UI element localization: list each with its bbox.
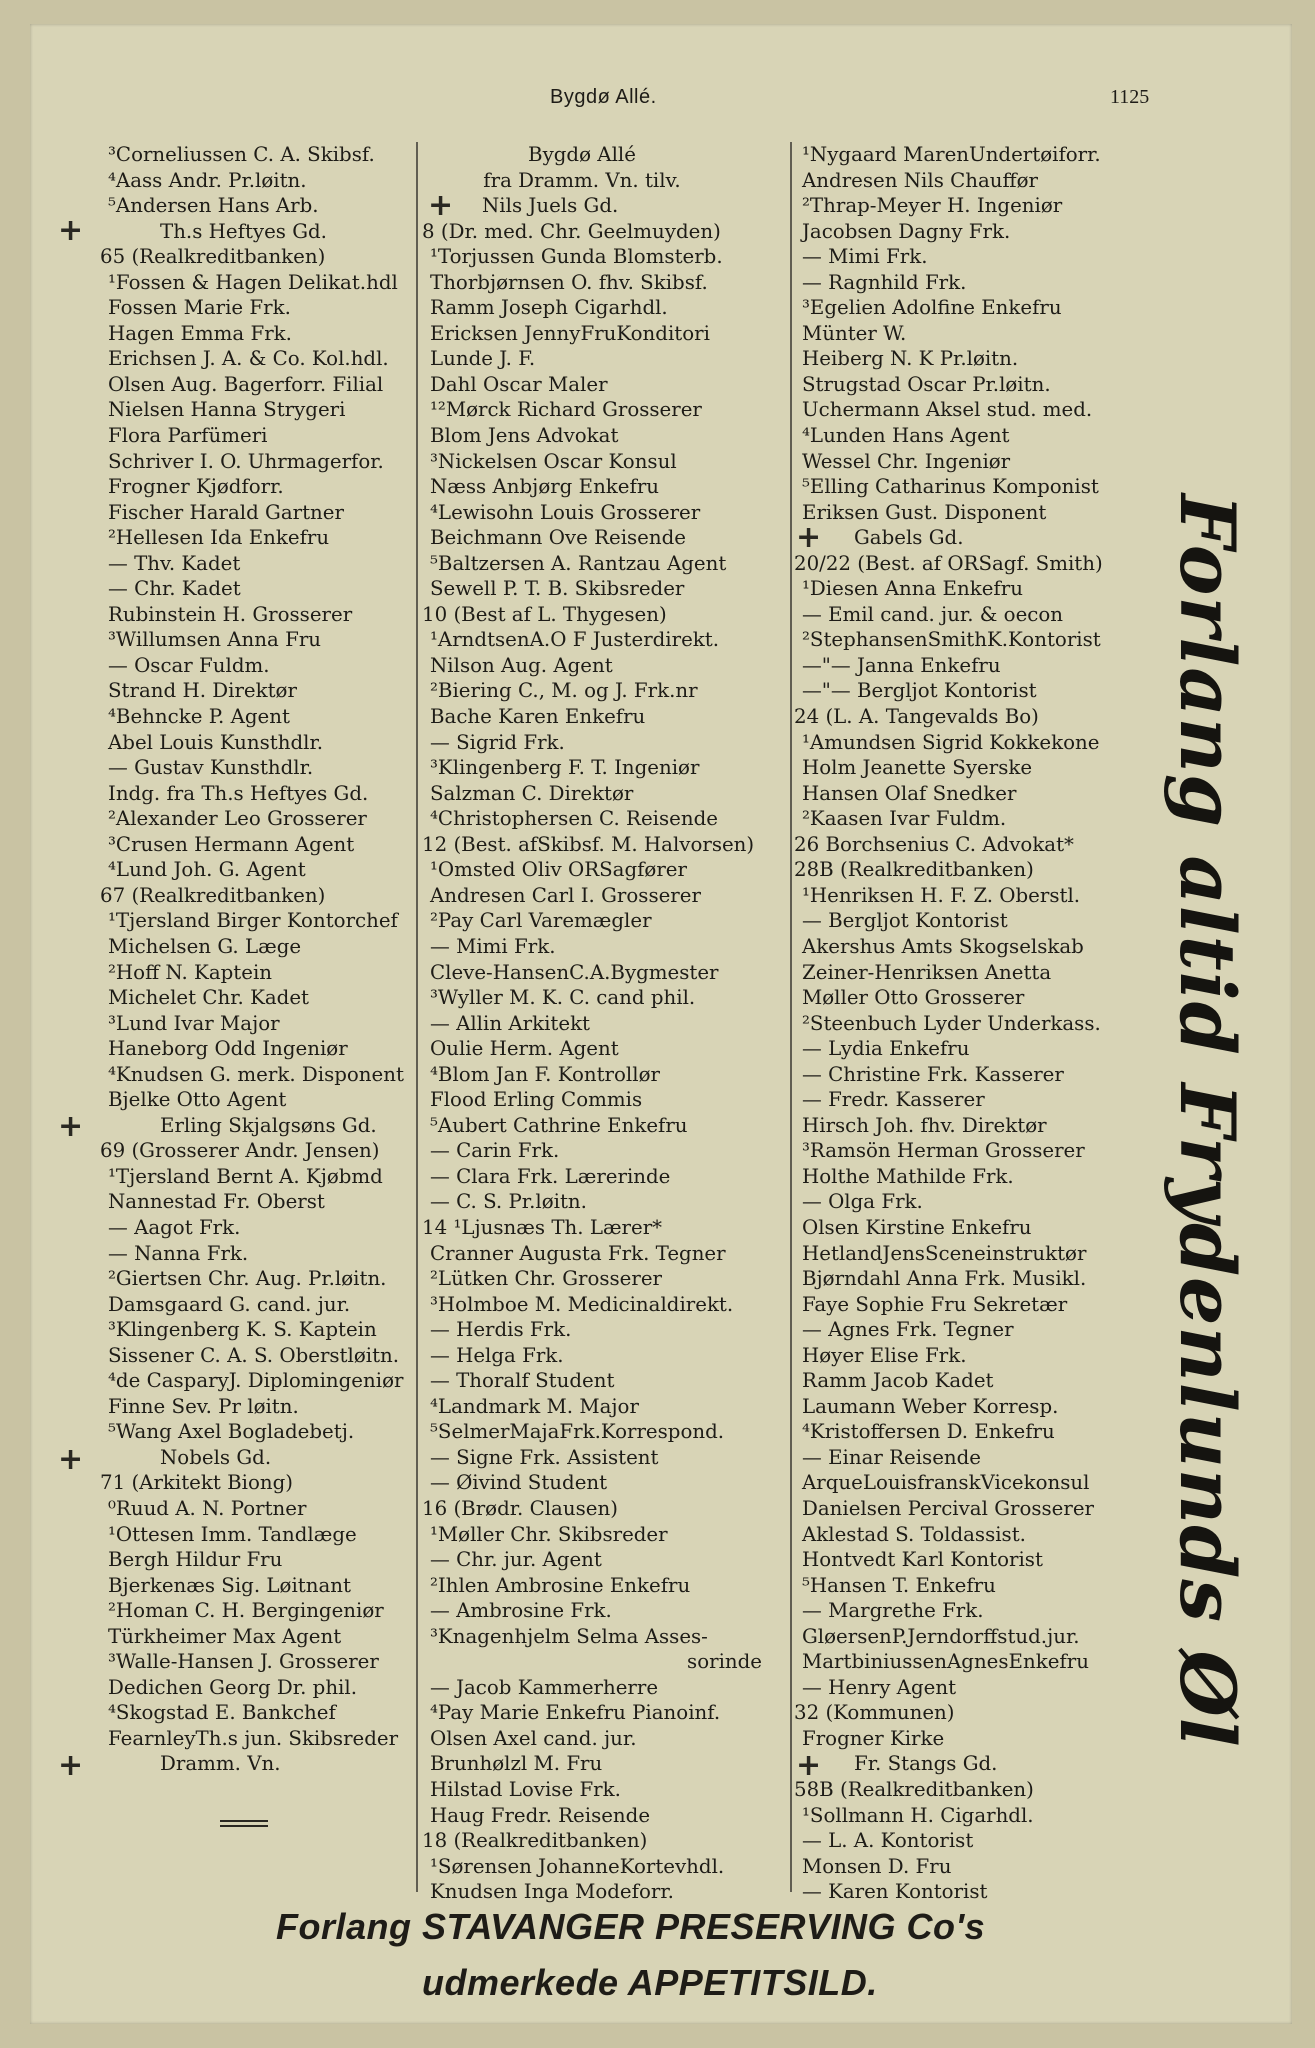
directory-entry: Hansen Olaf Snedker [802,781,1017,805]
directory-entry: — Lydia Enkefru [802,1037,970,1061]
directory-entry: ²Homan C. H. Bergingeniør [108,1599,384,1623]
directory-entry: Rubinstein H. Grosserer [108,602,353,626]
directory-entry: ⁴Aass Andr. Pr.løitn. [108,168,307,192]
directory-entry: — Oscar Fuldm. [108,653,270,677]
directory-entry: Hagen Emma Frk. [108,321,292,345]
directory-entry: ²Steenbuch Lyder Underkass. [802,1011,1101,1035]
directory-entry: 32 (Kommunen) [794,1701,955,1725]
directory-entry: Knudsen Inga Modeforr. [430,1880,674,1904]
cross-street-marker: + [58,1109,84,1144]
directory-entry: Strand H. Direktør [108,679,297,703]
directory-entry: Andresen Nils Chauffør [802,168,1038,192]
directory-entry: —"— Janna Enkefru [802,653,1001,677]
directory-entry: Akershus Amts Skogselskab [802,934,1084,958]
directory-entry: Uchermann Aksel stud. med. [802,398,1093,422]
directory-entry: Cranner Augusta Frk. Tegner [430,1241,726,1265]
directory-entry: ³Corneliussen C. A. Skibsf. [108,143,375,166]
directory-entry: Dahl Oscar Maler [430,372,608,396]
directory-entry: — Chr. jur. Agent [430,1548,602,1572]
directory-entry: — L. A. Kontorist [802,1829,974,1853]
directory-entry: ⁵Wang Axel Bogladebetj. [108,1420,355,1444]
directory-entry: ¹Tjersland Bernt A. Kjøbmd [108,1164,383,1188]
directory-entry: Aklestad S. Toldassist. [802,1522,1026,1546]
directory-entry: Næss Anbjørg Enkefru [430,475,660,499]
directory-entry: Nils Juels Gd. [482,194,619,218]
directory-entry: ⁴Landmark M. Major [430,1394,639,1418]
directory-entry: GløersenP.Jerndorffstud.jur. [802,1624,1080,1648]
directory-entry: Dedichen Georg Dr. phil. [108,1675,357,1699]
cross-street-marker: + [58,1748,84,1783]
directory-entry: Faye Sophie Fru Sekretær [802,1292,1068,1316]
directory-entry: ²Kaasen Ivar Fuldm. [802,807,1007,831]
directory-entry: ⁴Pay Marie Enkefru Pianoinf. [430,1701,721,1725]
directory-entry: 8 (Dr. med. Chr. Geelmuyden) [422,219,721,243]
directory-entry: — Emil cand. jur. & oecon [802,602,1064,626]
directory-entry: ¹Omsted Oliv ORSagfører [430,858,687,882]
directory-entry: ⁴Lunden Hans Agent [802,424,1010,448]
directory-entry: — Karen Kontorist [802,1880,988,1904]
directory-entry: Cleve-HansenC.A.Bygmester [430,960,719,984]
directory-entry: Hontvedt Karl Kontorist [802,1548,1043,1572]
directory-entry: 65 (Realkreditbanken) [100,245,326,269]
directory-entry: 14 ¹Ljusnæs Th. Lærer* [422,1215,663,1239]
directory-entry: Frogner Kirke [802,1726,945,1750]
directory-entry: — Thv. Kadet [108,551,241,575]
directory-entry: fra Dramm. Vn. tilv. [483,168,681,192]
bottom-advertisement-line-2: udmerkede APPETITSILD. [422,1962,878,2003]
directory-entry: 69 (Grosserer Andr. Jensen) [100,1139,380,1163]
directory-entry: Jacobsen Dagny Frk. [802,219,1011,243]
directory-entry: Michelsen G. Læge [108,934,302,958]
directory-entry: ⁵Baltzersen A. Rantzau Agent [430,551,727,575]
directory-entry: ³Walle-Hansen J. Grosserer [108,1650,379,1674]
directory-entry: ⁵SelmerMajaFrk.Korrespond. [430,1420,725,1444]
directory-entry: — Jacob Kammerherre [430,1675,659,1699]
directory-entry: — Ragnhild Frk. [802,270,967,294]
directory-entry: Damsgaard G. cand. jur. [108,1292,351,1316]
directory-entry: ⁰Ruud A. N. Portner [108,1496,307,1520]
directory-entry: ¹Sollmann H. Cigarhdl. [802,1803,1034,1827]
directory-entry: 28B (Realkreditbanken) [794,858,1034,882]
directory-column-3 [794,142,1199,1905]
directory-entry: 18 (Realkreditbanken) [422,1829,648,1853]
directory-entry: Thorbjørnsen O. fhv. Skibsf. [430,270,708,294]
directory-entry: ⁴Christophersen C. Reisende [430,807,718,831]
directory-entry: Holthe Mathilde Frk. [802,1164,1014,1188]
directory-entry: — Olga Frk. [802,1190,923,1214]
directory-entry: ¹Torjussen Gunda Blomsterb. [430,245,723,269]
directory-entry: Bache Karen Enkefru [430,705,646,729]
directory-entry: Oulie Herm. Agent [430,1037,619,1061]
directory-entry: Laumann Weber Korresp. [802,1394,1059,1418]
directory-entry: — Signe Frk. Assistent [430,1445,659,1469]
bottom-advertisement-line-1: Forlang STAVANGER PRESERVING Co's [276,1906,986,1947]
directory-entry: Nannestad Fr. Oberst [108,1190,325,1214]
directory-entry: — C. S. Pr.løitn. [430,1190,587,1214]
directory-entry: — Nanna Frk. [108,1241,249,1265]
directory-entry: Michelet Chr. Kadet [108,986,309,1010]
directory-entry: ⁵Elling Catharinus Komponist [802,475,1099,499]
directory-entry: — Carin Frk. [430,1139,560,1163]
directory-entry: ³Crusen Hermann Agent [108,832,355,856]
directory-entry: Türkheimer Max Agent [108,1624,342,1648]
directory-entry: FearnleyTh.s jun. Skibsreder [108,1726,399,1750]
directory-entry: 71 (Arkitekt Biong) [100,1471,294,1495]
directory-entry: Hirsch Joh. fhv. Direktør [802,1113,1047,1137]
directory-entry: ¹Møller Chr. Skibsreder [430,1522,668,1546]
directory-entry: — Clara Frk. Lærerinde [430,1164,671,1188]
directory-entry: Olsen Axel cand. jur. [430,1726,637,1750]
directory-entry: ³Klingenberg F. T. Ingeniør [430,756,700,780]
directory-entry: Lunde J. F. [430,347,536,371]
directory-entry: 58B (Realkreditbanken) [794,1778,1034,1801]
directory-entry: Sissener C. A. S. Oberstløitn. [108,1343,400,1367]
directory-entry: Beichmann Ove Reisende [430,526,686,550]
directory-entry: Heiberg N. K Pr.løitn. [802,347,1019,371]
directory-entry: ¹²Mørck Richard Grosserer [430,398,702,422]
directory-entry: — Mimi Frk. [802,245,928,269]
directory-entry: Bygdø Allé [528,143,636,166]
directory-entry: ³Ramsön Herman Grosserer [802,1139,1085,1163]
directory-entry: ²Alexander Leo Grosserer [108,807,367,831]
directory-entry: ¹Fossen & Hagen Delikat.hdl [108,270,398,294]
directory-entry: Abel Louis Kunsthdlr. [108,730,324,754]
directory-entry: ³Knagenhjelm Selma Asses- [430,1624,708,1648]
directory-entry: ⁵Aubert Cathrine Enkefru [430,1113,688,1137]
directory-entry: Schriver I. O. Uhrmagerfor. [108,449,384,473]
directory-entry: Erling Skjalgsøns Gd. [160,1113,377,1137]
directory-entry: Høyer Elise Frk. [802,1343,967,1367]
directory-entry: 10 (Best af L. Thygesen) [422,602,667,626]
directory-entry: 16 (Brødr. Clausen) [422,1496,618,1520]
directory-entry: ³Wyller M. K. C. cand phil. [430,986,696,1010]
directory-entry: ⁴Skogstad E. Bankchef [108,1701,336,1725]
directory-entry: Münter W. [802,321,907,345]
directory-entry: Fischer Harald Gartner [108,500,344,524]
page-number: 1125 [1110,86,1150,108]
directory-entry: Salzman C. Direktør [430,781,634,805]
directory-entry: — Aagot Frk. [108,1215,241,1239]
directory-entry: sorinde [687,1650,762,1674]
directory-entry: ¹Ottesen Imm. Tandlæge [108,1522,357,1546]
directory-entry: ¹Sørensen JohanneKortevhdl. [430,1854,725,1878]
directory-entry: — Helga Frk. [430,1343,564,1367]
directory-entry: Bjelke Otto Agent [108,1088,287,1112]
directory-entry: — Gustav Kunsthdlr. [108,756,314,780]
directory-entry: ²Hellesen Ida Enkefru [108,526,330,550]
directory-entry: Nobels Gd. [160,1445,272,1469]
directory-entry: ¹Nygaard MarenUndertøiforr. [802,143,1101,166]
directory-entry: Olsen Kirstine Enkefru [802,1215,1032,1239]
directory-entry: ¹Diesen Anna Enkefru [802,577,1023,601]
directory-entry: Fr. Stangs Gd. [854,1752,998,1776]
directory-entry: Haug Fredr. Reisende [430,1803,651,1827]
directory-entry: ⁴Blom Jan F. Kontrollør [430,1062,660,1086]
directory-entry: Dramm. Vn. [160,1752,281,1776]
directory-entry: 26 Borchsenius C. Advokat* [794,832,1074,856]
directory-entry: Zeiner-Henriksen Anetta [802,960,1052,984]
directory-entry: Bjørndahl Anna Frk. Musikl. [802,1267,1087,1291]
cross-street-marker: + [58,1442,84,1477]
directory-entry: Bjerkenæs Sig. Løitnant [108,1573,351,1597]
directory-entry: ²Lütken Chr. Grosserer [430,1267,663,1291]
directory-entry: Hilstad Lovise Frk. [430,1778,621,1801]
directory-entry: 20/22 (Best. af ORSagf. Smith) [794,551,1103,575]
directory-entry: — Einar Reisende [802,1445,982,1469]
directory-entry: Haneborg Odd Ingeniør [108,1037,348,1061]
directory-entry: ³Egelien Adolfine Enkefru [802,296,1062,320]
directory-entry: Sewell P. T. B. Skibsreder [430,577,685,601]
directory-entry: HetlandJensSceneinstruktør [802,1241,1087,1265]
directory-entry: — Ambrosine Frk. [430,1599,612,1623]
directory-column-1 [100,142,448,1777]
directory-entry: Flood Erling Commis [430,1088,643,1112]
directory-entry: Blom Jens Advokat [430,424,619,448]
directory-entry: —"— Bergljot Kontorist [802,679,1037,703]
directory-entry: Ramm Joseph Cigarhdl. [430,296,668,320]
directory-entry: ⁴de CasparyJ. Diplomingeniør [108,1369,404,1393]
directory-entry: Wessel Chr. Ingeniør [802,449,1011,473]
directory-entry: Frogner Kjødforr. [108,475,284,499]
directory-entry: ²Ihlen Ambrosine Enkefru [430,1573,691,1597]
directory-entry: Th.s Heftyes Gd. [160,219,327,243]
directory-entry: — Sigrid Frk. [430,730,565,754]
directory-entry: — Thoralf Student [430,1369,615,1393]
directory-entry: ³Lund Ivar Major [108,1011,280,1035]
directory-entry: — Henry Agent [802,1675,957,1699]
directory-entry: Nilson Aug. Agent [430,653,613,677]
directory-entry: — Fredr. Kasserer [802,1088,985,1112]
directory-entry: ⁴Lund Joh. G. Agent [108,858,306,882]
directory-entry: Møller Otto Grosserer [802,986,1025,1010]
directory-entry: Ericksen JennyFruKonditori [430,321,710,345]
directory-entry: 24 (L. A. Tangevalds Bo) [794,705,1039,729]
directory-entry: Monsen D. Fru [802,1854,952,1878]
section-end-rule [220,1820,268,1827]
directory-entry: — Margrethe Frk. [802,1599,984,1623]
directory-entry: ⁴Behncke P. Agent [108,705,290,729]
directory-entry: 67 (Realkreditbanken) [100,883,326,907]
page-header [30,86,1292,114]
directory-column-2 [422,142,822,1905]
directory-entry: — Agnes Frk. Tegner [802,1318,1014,1342]
directory-entry: — Øivind Student [430,1471,608,1495]
directory-entry: ⁴Kristoffersen D. Enkefru [802,1420,1055,1444]
directory-entry: ⁵Andersen Hans Arb. [108,194,319,218]
directory-page [30,24,1292,2024]
directory-entry: ²Pay Carl Varemægler [430,909,652,933]
directory-entry: ²Giertsen Chr. Aug. Pr.løitn. [108,1267,387,1291]
directory-entry: Flora Parfümeri [108,424,268,448]
cross-street-marker: + [796,520,822,555]
cross-street-marker: + [58,213,84,248]
directory-entry: Brunhølzl M. Fru [430,1752,603,1776]
cross-street-marker: + [428,188,454,223]
directory-entry: — Allin Arkitekt [430,1011,591,1035]
cross-street-marker: + [796,1748,822,1783]
directory-entry: ¹Amundsen Sigrid Kokkekone [802,730,1100,754]
directory-entry: ²Biering C., M. og J. Frk.nr [430,679,698,703]
directory-entry: ³Nickelsen Oscar Konsul [430,449,677,473]
directory-entry: ²Thrap-Meyer H. Ingeniør [802,194,1063,218]
directory-entry: Finne Sev. Pr løitn. [108,1394,299,1418]
directory-entry: ¹Henriksen H. F. Z. Oberstl. [802,883,1081,907]
directory-entry: Holm Jeanette Syerske [802,756,1033,780]
directory-entry: Ramm Jacob Kadet [802,1369,994,1393]
directory-entry: ³Klingenberg K. S. Kaptein [108,1318,377,1342]
directory-entry: ⁵Hansen T. Enkefru [802,1573,996,1597]
directory-entry: — Herdis Frk. [430,1318,572,1342]
directory-entry: Erichsen J. A. & Co. Kol.hdl. [108,347,389,371]
directory-entry: ¹ArndtsenA.O F Justerdirekt. [430,628,720,652]
directory-entry: 12 (Best. afSkibsf. M. Halvorsen) [422,832,755,856]
directory-entry: — Mimi Frk. [430,934,556,958]
directory-entry: — Chr. Kadet [108,577,241,601]
directory-entry: Strugstad Oscar Pr.løitn. [802,372,1051,396]
directory-entry: Bergh Hildur Fru [108,1548,283,1572]
street-title: Bygdø Allé. [550,86,657,108]
directory-entry: ArqueLouisfranskVicekonsul [802,1471,1090,1495]
directory-entry: Eriksen Gust. Disponent [802,500,1047,524]
directory-entry: Fossen Marie Frk. [108,296,291,320]
directory-entry: ²Hoff N. Kaptein [108,960,273,984]
directory-entry: Andresen Carl I. Grosserer [430,883,701,907]
directory-entry: MartbiniussenAgnesEnkefru [802,1650,1089,1674]
directory-entry: ³Willumsen Anna Fru [108,628,322,652]
directory-entry: Gabels Gd. [854,526,964,550]
directory-entry: Danielsen Percival Grosserer [802,1496,1095,1520]
directory-entry: ⁴Knudsen G. merk. Disponent [108,1062,404,1086]
directory-entry: — Christine Frk. Kasserer [802,1062,1064,1086]
directory-entry: ²StephansenSmithK.Kontorist [802,628,1101,652]
directory-entry: Indg. fra Th.s Heftyes Gd. [108,781,369,805]
directory-entry: — Bergljot Kontorist [802,909,1008,933]
directory-entry: ¹Tjersland Birger Kontorchef [108,909,398,933]
directory-entry: Nielsen Hanna Strygeri [108,398,346,422]
side-advertisement: Forlang altid Frydenlunds Øl [1163,494,1252,1748]
directory-entry: Olsen Aug. Bagerforr. Filial [108,372,384,396]
directory-entry: ³Holmboe M. Medicinaldirekt. [430,1292,734,1316]
directory-entry: ⁴Lewisohn Louis Grosserer [430,500,701,524]
